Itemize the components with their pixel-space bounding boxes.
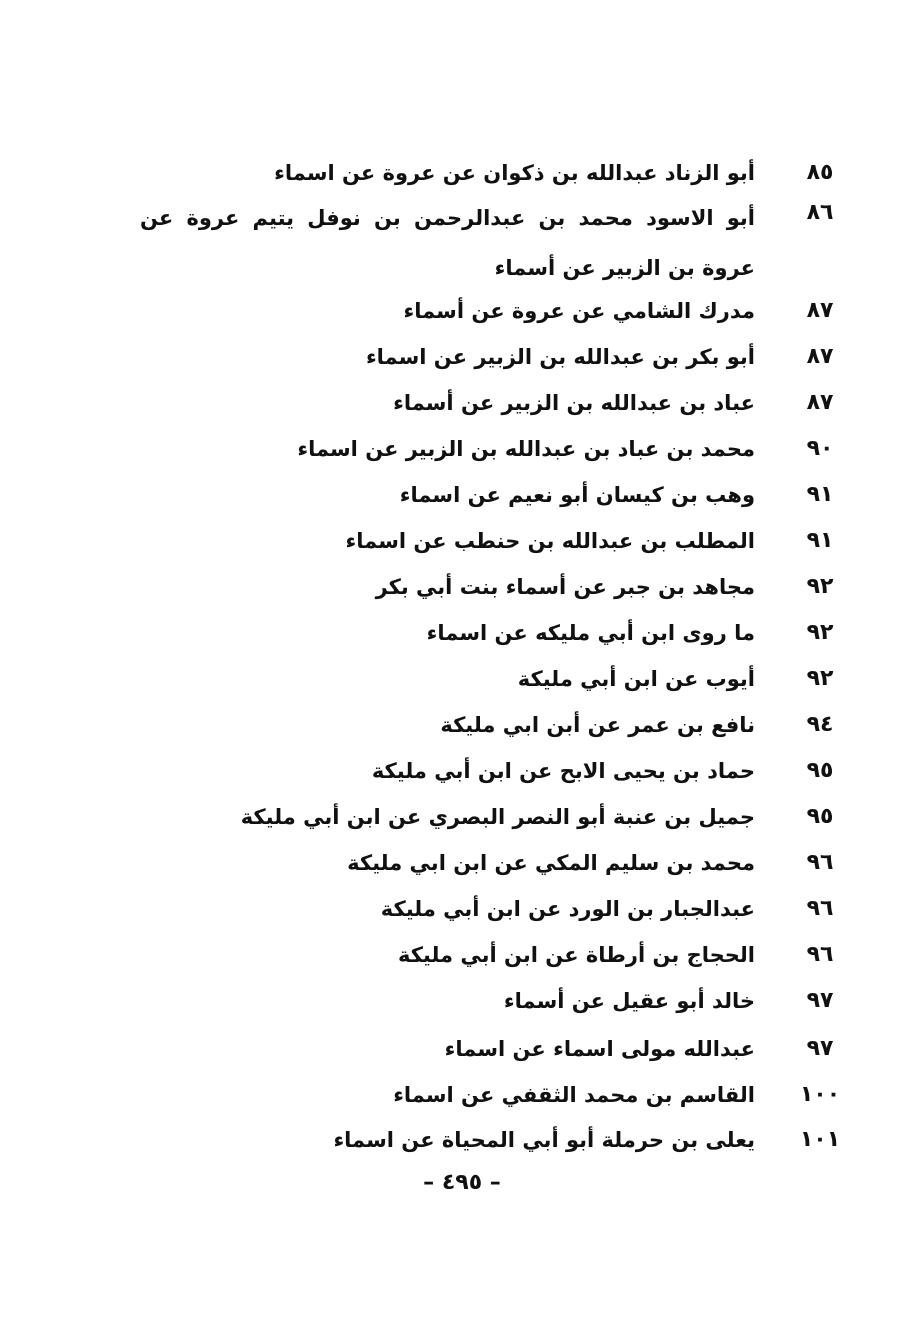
- entry-title: مدرك الشامي عن عروة عن أسماء: [403, 299, 755, 323]
- toc-entry: [120, 475, 850, 515]
- toc-entry: [120, 291, 850, 331]
- entry-page-number: ١٠٠: [799, 1082, 841, 1107]
- entry-page-number: ٩٦: [806, 896, 834, 921]
- page-number-footer: – ٤٩٥ –: [423, 1170, 501, 1195]
- entry-page-number: ٩٢: [806, 620, 834, 645]
- toc-entry: [120, 981, 850, 1021]
- entry-page-number: ١٠١: [799, 1127, 841, 1152]
- toc-entry: [120, 935, 850, 975]
- toc-entry: [120, 613, 850, 653]
- toc-entry: [120, 889, 850, 929]
- entry-title: عبدالجبار بن الورد عن ابن أبي مليكة: [380, 897, 755, 921]
- toc-entry: [120, 705, 850, 745]
- toc-entry: [120, 383, 850, 423]
- toc-entry: [120, 1029, 850, 1069]
- entry-page-number: ٨٧: [806, 390, 834, 415]
- entry-page-number: ٨٥: [806, 160, 834, 185]
- entry-title: مجاهد بن جبر عن أسماء بنت أبي بكر: [375, 575, 755, 599]
- entry-title: نافع بن عمر عن أبن ابي مليكة: [440, 713, 755, 737]
- entry-page-number: ٩٢: [806, 666, 834, 691]
- entry-page-number: ٨٦: [806, 200, 834, 225]
- entry-page-number: ٩١: [806, 528, 834, 553]
- entry-title: القاسم بن محمد الثقفي عن اسماء: [393, 1083, 755, 1107]
- entry-title: أبو الاسود محمد بن عبدالرحمن بن نوفل يتيم عروة عن عروة بن الزبير عن أسماء: [140, 206, 755, 280]
- entry-page-number: ٩٧: [806, 988, 834, 1013]
- toc-entry: [120, 751, 850, 791]
- entry-title: يعلى بن حرملة أبو أبي المحياة عن اسماء: [333, 1128, 755, 1152]
- entry-page-number: ٩٠: [806, 436, 834, 461]
- toc-entry: [120, 1075, 850, 1115]
- entry-page-number: ٩٦: [806, 850, 834, 875]
- toc-entry: [120, 153, 850, 193]
- entry-title: محمد بن سليم المكي عن ابن ابي مليكة: [347, 851, 755, 875]
- entry-title: ما روى ابن أبي مليكه عن اسماء: [426, 621, 755, 645]
- toc-entry: [120, 797, 850, 837]
- entry-title: خالد أبو عقيل عن أسماء: [503, 989, 755, 1013]
- entry-title: الحجاج بن أرطاة عن ابن أبي مليكة: [397, 943, 755, 967]
- entry-page-number: ٨٧: [806, 298, 834, 323]
- entry-page-number: ٩٤: [806, 712, 834, 737]
- entry-title: جميل بن عنبة أبو النصر البصري عن ابن أبي مليكة: [240, 805, 755, 829]
- entry-page-number: ٩٢: [806, 574, 834, 599]
- entry-page-number: ٩٧: [806, 1036, 834, 1061]
- toc-entry: [120, 1120, 850, 1160]
- entry-title: أيوب عن ابن أبي مليكة: [517, 667, 755, 691]
- entry-page-number: ٩١: [806, 482, 834, 507]
- entry-title: عبدالله مولى اسماء عن اسماء: [444, 1037, 755, 1061]
- entry-page-number: ٩٥: [806, 758, 834, 783]
- entry-title: محمد بن عباد بن عبدالله بن الزبير عن اسماء: [297, 437, 755, 461]
- entry-title: المطلب بن عبدالله بن حنطب عن اسماء: [345, 529, 755, 553]
- toc-entry: [120, 429, 850, 469]
- entry-page-number: ٩٥: [806, 804, 834, 829]
- entry-title: أبو بكر بن عبدالله بن الزبير عن اسماء: [365, 345, 755, 369]
- toc-entry: [120, 521, 850, 561]
- entry-title: أبو الزناد عبدالله بن ذكوان عن عروة عن اسماء: [274, 161, 755, 185]
- toc-entry: [140, 193, 850, 293]
- toc-entry: [120, 337, 850, 377]
- entry-page-number: ٨٧: [806, 344, 834, 369]
- toc-entry: [120, 843, 850, 883]
- toc-entry: [120, 567, 850, 607]
- entry-page-number: ٩٦: [806, 942, 834, 967]
- entry-title: وهب بن كيسان أبو نعيم عن اسماء: [399, 483, 755, 507]
- entry-title: حماد بن يحيى الابح عن ابن أبي مليكة: [371, 759, 755, 783]
- toc-entry: [120, 659, 850, 699]
- entry-title: عباد بن عبدالله بن الزبير عن أسماء: [393, 391, 755, 415]
